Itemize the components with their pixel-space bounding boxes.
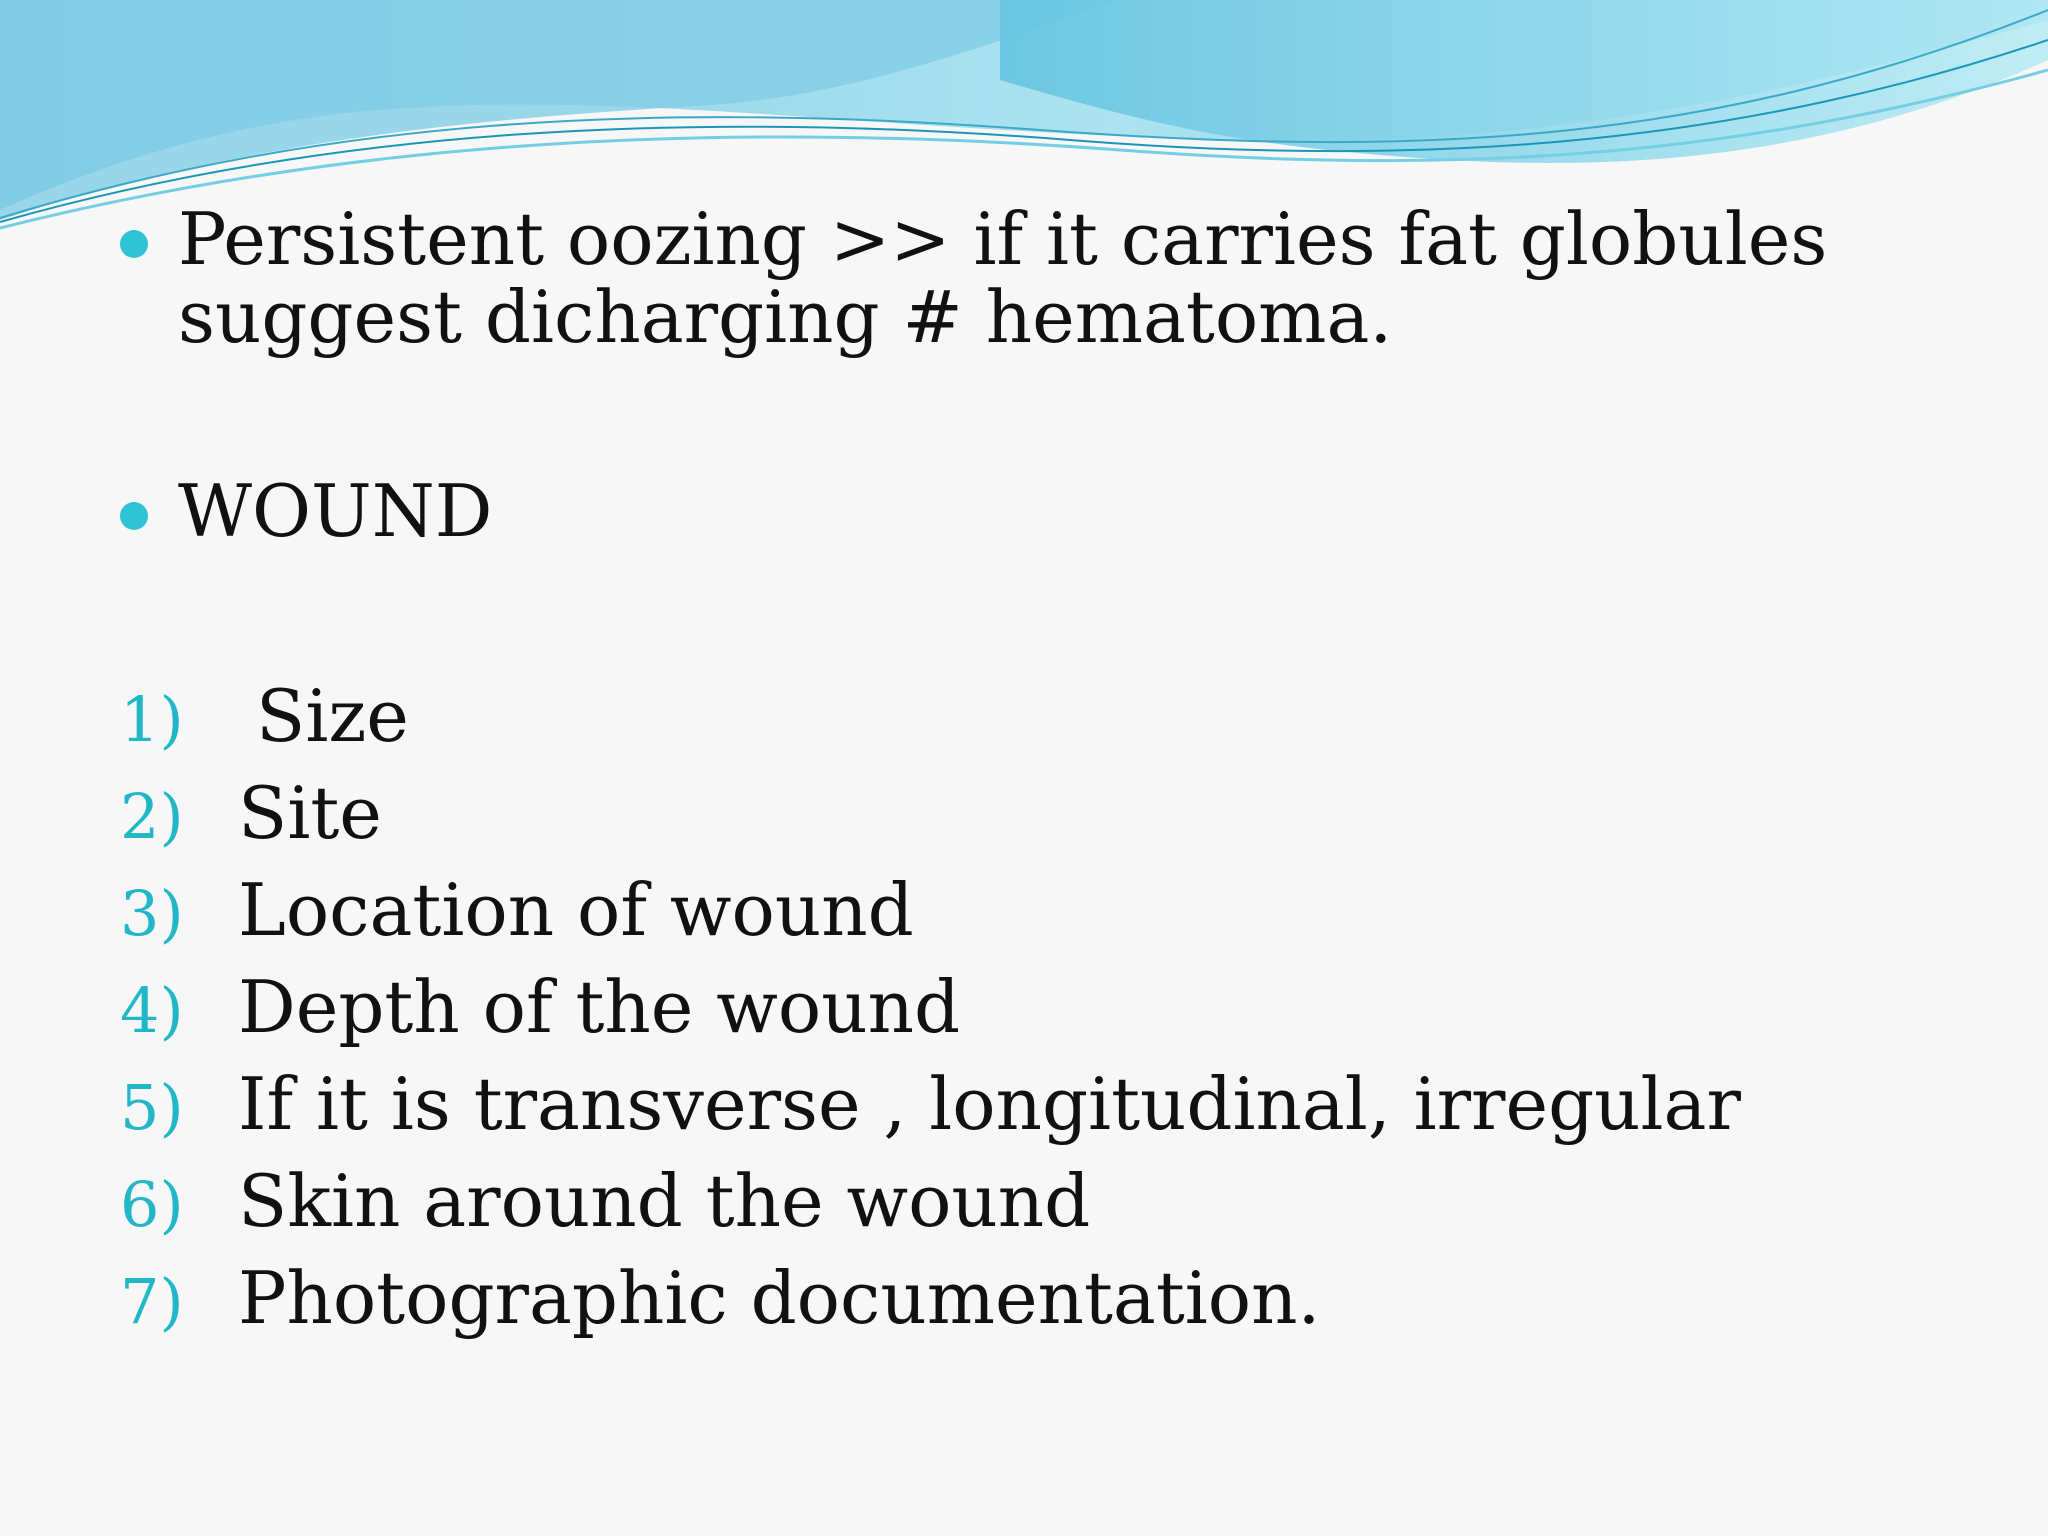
list-item-text: Skin around the wound: [238, 1159, 1091, 1243]
bullet-dot-icon: [120, 502, 148, 530]
list-number: 3): [120, 877, 184, 950]
list-item: [120, 1250, 1741, 1347]
list-item-text: Site: [238, 771, 382, 855]
list-item-text: Depth of the wound: [238, 965, 961, 1049]
list-item-text: If it is transverse , longitudinal, irregular: [238, 1062, 1741, 1146]
list-item: [120, 1153, 1741, 1250]
bullet-text: WOUND: [178, 469, 493, 553]
list-item: [120, 1056, 1741, 1153]
numbered-list: [120, 668, 1741, 1347]
list-item: [120, 668, 1741, 765]
list-item-text: Photographic documentation.: [238, 1256, 1321, 1340]
bullet-dot-icon: [120, 230, 148, 258]
list-number: 1): [120, 683, 184, 756]
list-item: [120, 862, 1741, 959]
list-number: 4): [120, 974, 184, 1047]
list-item: [120, 765, 1741, 862]
bullet-item: [120, 197, 1938, 359]
list-item-text: Size: [256, 674, 409, 758]
bullet-item: [120, 469, 1938, 553]
list-item: [120, 959, 1741, 1056]
list-number: 5): [120, 1071, 184, 1144]
list-number: 6): [120, 1168, 184, 1241]
list-number: 7): [120, 1265, 184, 1338]
bullet-text: Persistent oozing >> if it carries fat globules suggest dicharging # hematoma.: [178, 197, 1828, 359]
list-number: 2): [120, 780, 184, 853]
list-item-text: Location of wound: [238, 868, 914, 952]
